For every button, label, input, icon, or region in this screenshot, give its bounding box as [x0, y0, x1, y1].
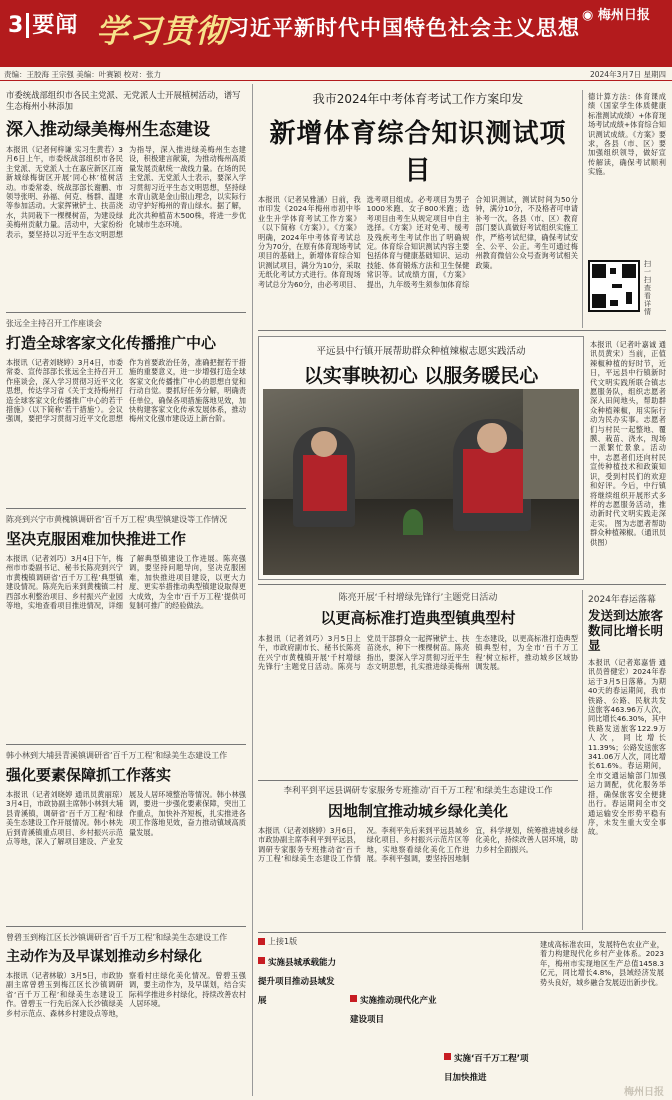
article-kicker: 李利平到平远县调研专家服务专班推动‘百千万工程’和绿美生态建设工作 [283, 786, 553, 796]
divider [6, 508, 246, 509]
article-changsha [6, 932, 246, 1085]
article-body: 德计算方法：体育课成绩（国家学生体质健康标准测试成绩）+体育现场考试成绩+体育综合知识测试成绩。《方案》要求，各县（市、区）要加强组织领导，做好宣传解读，确保考试顺利实施。 [588, 92, 666, 177]
article-kicker: 韩小林到大埔县青溪镇调研省‘百千万工程’和绿美生态建设工作 [6, 751, 228, 760]
article-greening-vanguard [258, 590, 578, 800]
article-kicker: 陈亮到兴宁市黄槐镇调研省‘百千万工程’典型镇建设等工作情况 [6, 515, 228, 524]
red-vest [303, 455, 347, 511]
qr-code[interactable] [588, 260, 640, 312]
article-body: 本报讯（记者郑嘉惜 通讯员曾健宏）2024年春运于3月5日落幕。为期40天的春运期间，我市铁路、公路、民航共发送旅客463.96万人次，同比增长46.30%，其中铁路发送旅客122.9万人次，同比增长11.39%；公路发送旅客341.06万人次，同比增长61.6%。春运期间，全市交通运输部门加强运力调配，优化服务举措，确保旅客安全便捷出行。春运期间全市交通运输安全形势平稳有序，未发生重大安全事故。 [588, 658, 666, 837]
list-item: 实施县城承载能力提升项目推动县域发展 [258, 958, 337, 1006]
article-body: 本报讯（记者刘晓婷）3月6日，市政协副主席李利平到平远县，调研专家服务专班推动省‘百千万工程’和绿美生态建设工作情况。李利平先后来到平远县城乡绿化项目、乡村振兴示范片区等地，实地察看绿化美化工作进展。李利平强调，要坚持因地制宜，科学规划，统筹推进城乡绿化美化，持续改善人居环境，助力乡村全面振兴。 [258, 826, 578, 864]
article-title: 打造全球客家文化传播推广中心 [6, 334, 217, 352]
volunteer-text [590, 340, 666, 574]
article-body: 本报讯（记者刘巧）3月4日下午，梅州市市委副书记、秘书长陈亮到兴宁市黄槐镇调研省‘百千万工程’典型镇建设情况。陈亮先后来到黄槐镇二村西部水利整治项目、乡村振兴产业园等地，实地查看项目推进情况，详细了解典型镇建设工作进展。陈亮强调，要坚持问题导向，坚决克服困难，加快推进项目建设，以更大力度、更实举措推动典型镇建设取得更大成效，为全市‘百千万工程’提供可复制可推广的经验做法。 [6, 554, 246, 611]
calligraphy-title: 学习贯彻 [96, 12, 229, 50]
article-hakka [6, 318, 246, 514]
column-divider [582, 90, 583, 328]
volunteer-photo [263, 389, 579, 575]
pepper-seedling [403, 509, 423, 535]
article-kicker: 陈亮开展‘千村增绿先锋行’主题党日活动 [338, 593, 498, 603]
article-huanghuai [6, 514, 246, 726]
column-divider [252, 84, 253, 1096]
page-number: 3 要闻 [8, 13, 79, 38]
list-item: 实施‘百千万工程’项目加快推进 [444, 1054, 529, 1083]
square-icon [444, 1053, 451, 1060]
article-title: 坚决克服困难加快推进工作 [6, 530, 187, 548]
article-title: 因地制宜推动城乡绿化美化 [327, 802, 508, 820]
article-qingxi [6, 750, 246, 910]
article-pingyuan [258, 786, 578, 946]
divider [6, 744, 246, 745]
red-vest [463, 449, 523, 513]
article-exam [258, 90, 578, 375]
article-kicker: 平远县中行镇开展帮助群众种植辣椒志愿实践活动 [316, 346, 526, 357]
article-subtitle: 我市2024年中考体育考试工作方案印发 [312, 92, 524, 106]
article-kicker: 张远全主持召开工作座谈会 [6, 319, 102, 328]
article-spring-festival [588, 592, 666, 954]
square-icon [258, 957, 265, 964]
article-title: 以更高标准打造典型镇典型村 [320, 609, 516, 627]
article-body: 本报讯（记者叶嘉诚 通讯员黄宋）当前，正值辣椒种植的好时节，近日，平远县中行镇新时代文明实践所联合镇志愿服务队，组织志愿者深入田间地头，帮助群众种植辣椒，用实际行动为民办实事。志愿者们与村民一起整地、覆膜、栽苗、浇水，现场一派繁忙景象。活动中，志愿者们还向村民宣传种植技术和政策知识，受到村民们的欢迎和好评。今后，中行镇将继续组织开展形式多样的志愿服务活动，推动新时代文明实践走深走实。 图为志愿者帮助群众种植辣椒。（通讯员供图） [590, 340, 666, 547]
article-body: 本报讯（记者刘巧）3月5日上午，市政府副市长、秘书长陈亮在兴宁市黄槐镇开展‘千村增绿先锋行’主题党日活动。陈亮与党员干部群众一起挥锹铲土、扶苗浇水，种下一棵棵树苗。陈亮指出，要深入学习贯彻习近平生态文明思想，扎实推进绿美梅州生态建设，以更高标准打造典型镇典型村，为全市‘百千万工程’树立标杆，推动城乡区域协调发展。 [258, 634, 578, 672]
article-body: 本报讯（记者刘晓婷 通讯员黄丽琼）3月4日，市政协副主席韩小林到大埔县青溪镇，调研省‘百千万工程’和绿美生态建设工作开展情况。韩小林先后到青溪镇重点项目、乡村振兴示范点等地，深入了解项目建设、产业发展及人居环境整治等情况。韩小林强调，要进一步强化要素保障，突出工作重点，加快补齐短板，扎实推进各项工作落地见效，奋力推动镇域高质量发展。 [6, 790, 246, 847]
photo-caption: 图为志愿者帮助群众种植辣椒。（通讯员供图） [590, 518, 666, 547]
column-divider [582, 590, 583, 930]
divider [6, 312, 246, 313]
article-title: 主动作为及早谋划推动乡村绿化 [6, 949, 202, 965]
watermark: 梅州日报 [624, 1087, 664, 1098]
article-body: 本报讯（记者何梓谦 实习生黄若）3月6日上午，市委统战部组织市各民主党派、无党派人士在嘉应新区江南新城绿梅街区开展‘同心林’植树活动。市委常委、统战部部长谢鹏、市领导张明、孙福、何克、杨群、温建等参加活动。大家挥锹铲土、扶苗浇水，共同栽下一棵棵树苗，为建设绿美梅州贡献力量。活动中，大家纷纷表示，要坚持以习近平生态文明思想为指导，深入推进绿美梅州生态建设，积极建言献策，为推动梅州高质量发展贡献统一战线力量。在场的民主党派、无党派人士表示，要深入学习贯彻习近平生态文明思想，坚持绿水青山就是金山银山理念，以实际行动守护好梅州的青山绿水。据了解，此次共种植苗木500株，将进一步优化城市生态环境。 [6, 145, 246, 239]
masthead [0, 0, 672, 62]
face [311, 431, 337, 457]
divider [6, 926, 246, 927]
column-title: 习近平新时代中国特色社会主义思想 [228, 16, 580, 40]
article-title: 新增体育综合知识测试项目 [269, 119, 567, 186]
article-title: 深入推动绿美梅州生态建设 [6, 120, 210, 140]
exam-continued [588, 92, 666, 316]
logo-icon: ◉ [582, 8, 594, 23]
article-kicker: 曾碧玉到梅江区长沙镇调研省‘百千万工程’和绿美生态建设工作 [6, 933, 228, 942]
list-item: 实施推动现代化产业建设项目 [350, 996, 437, 1025]
article-title: 以实事映初心 以服务暖民心 [303, 365, 539, 387]
qr-caption: 扫一扫查看详情 [644, 260, 651, 316]
divider [258, 780, 578, 781]
article-kicker: 市委统战部组织市各民主党派、无党派人士开展植树活动，谱写生态梅州小林添加 [6, 90, 241, 111]
divider [258, 330, 666, 331]
divider [258, 932, 666, 933]
background [523, 389, 579, 499]
meta-bar [0, 67, 672, 81]
article-greening [6, 90, 246, 335]
article-body: 本报讯（记者吴雅涵）日前，我市印发《2024年梅州市初中毕业生升学体育考试工作方案》（以下简称《方案》）。《方案》明确，2024年中考体育考试总分为70分，在原有体育现场考试项目的基础上，新增体育综合知识测试项目，满分为10分，采取无纸化考试方式进行。体育现场考试总分为60分，由必考项目、选考项目组成。必考项目为男子1000米跑、女子800米跑；选考项目由考生从规定项目中自主选择。《方案》还对免考、缓考及残疾考生考试作出了明确规定。体育综合知识测试内容主要包括体育与健康基础知识、运动技能、体育锻炼方法和卫生保健常识等。试成绩方面，《方案》提出，九年级考生须参加体育综合知识测试，测试时间为50分钟，满分10分，不及格者可申请补考一次。各县（市、区）教育部门要认真做好考试组织实施工作，严格考试纪律，确保考试安全、公平、公正。考生可通过梅州教育微信公众号查询考试相关政策。 [258, 195, 578, 289]
article-continued [258, 936, 666, 1096]
editor-credits: 责编：王胶海 王宗强 美编：叶赛颖 校对：张力 [4, 70, 162, 79]
article-title: 强化要素保障抓工作落实 [6, 766, 172, 784]
square-icon [258, 938, 265, 945]
article-body: 本报讯（记者刘晓婷）3月4日，市委常委、宣传部部长张远全主持召开工作座谈会，深入学习贯彻习近平文化思想，传达学习省《关于支持梅州打造全球客家文化传播推广中心的若干措施》（以下简称‘若干措施’）。会议强调，要把学习贯彻习近平文化思想作为首要政治任务，准确把握若干措施的重要意义，进一步增强打造全球客家文化传播推广中心的思想自觉和行动自觉。要抓好任务分解，明确责任单位，确保各项措施落地见效，加快构建客家文化传承发展体系，推动梅州文化强市建设迈上新台阶。 [6, 358, 246, 424]
continued-label: 上接1版 [258, 936, 666, 947]
article-volunteer-box [258, 336, 584, 580]
issue-date: 2024年3月7日 星期四 [589, 70, 666, 79]
article-kicker: 2024年春运落幕 [588, 595, 656, 605]
square-icon [350, 995, 357, 1002]
divider [258, 584, 666, 585]
article-body: 本报讯（记者林敏）3月5日，市政协副主席曾碧玉到梅江区长沙镇调研省‘百千万工程’和绿美生态建设工作。曾碧玉一行先后深入长沙镇绿美乡村示范点、森林乡村建设点等地，察看村庄绿化美化情况。曾碧玉强调，要主动作为，及早谋划，结合实际科学推进乡村绿化，持续改善农村人居环境。 [6, 971, 246, 1018]
face [477, 423, 507, 453]
article-body: 建成高标准农田，发展特色农业产业，着力构建现代化乡村产业体系。2023年，梅州市实现地区生产总值1458.3亿元，同比增长4.8%，县域经济发展势头良好，城乡融合发展迈出新步伐。 [540, 940, 664, 987]
newspaper-logo: ◉ 梅州日报 [582, 8, 650, 23]
article-title: 发送到达旅客数同比增长明显 [588, 608, 664, 653]
